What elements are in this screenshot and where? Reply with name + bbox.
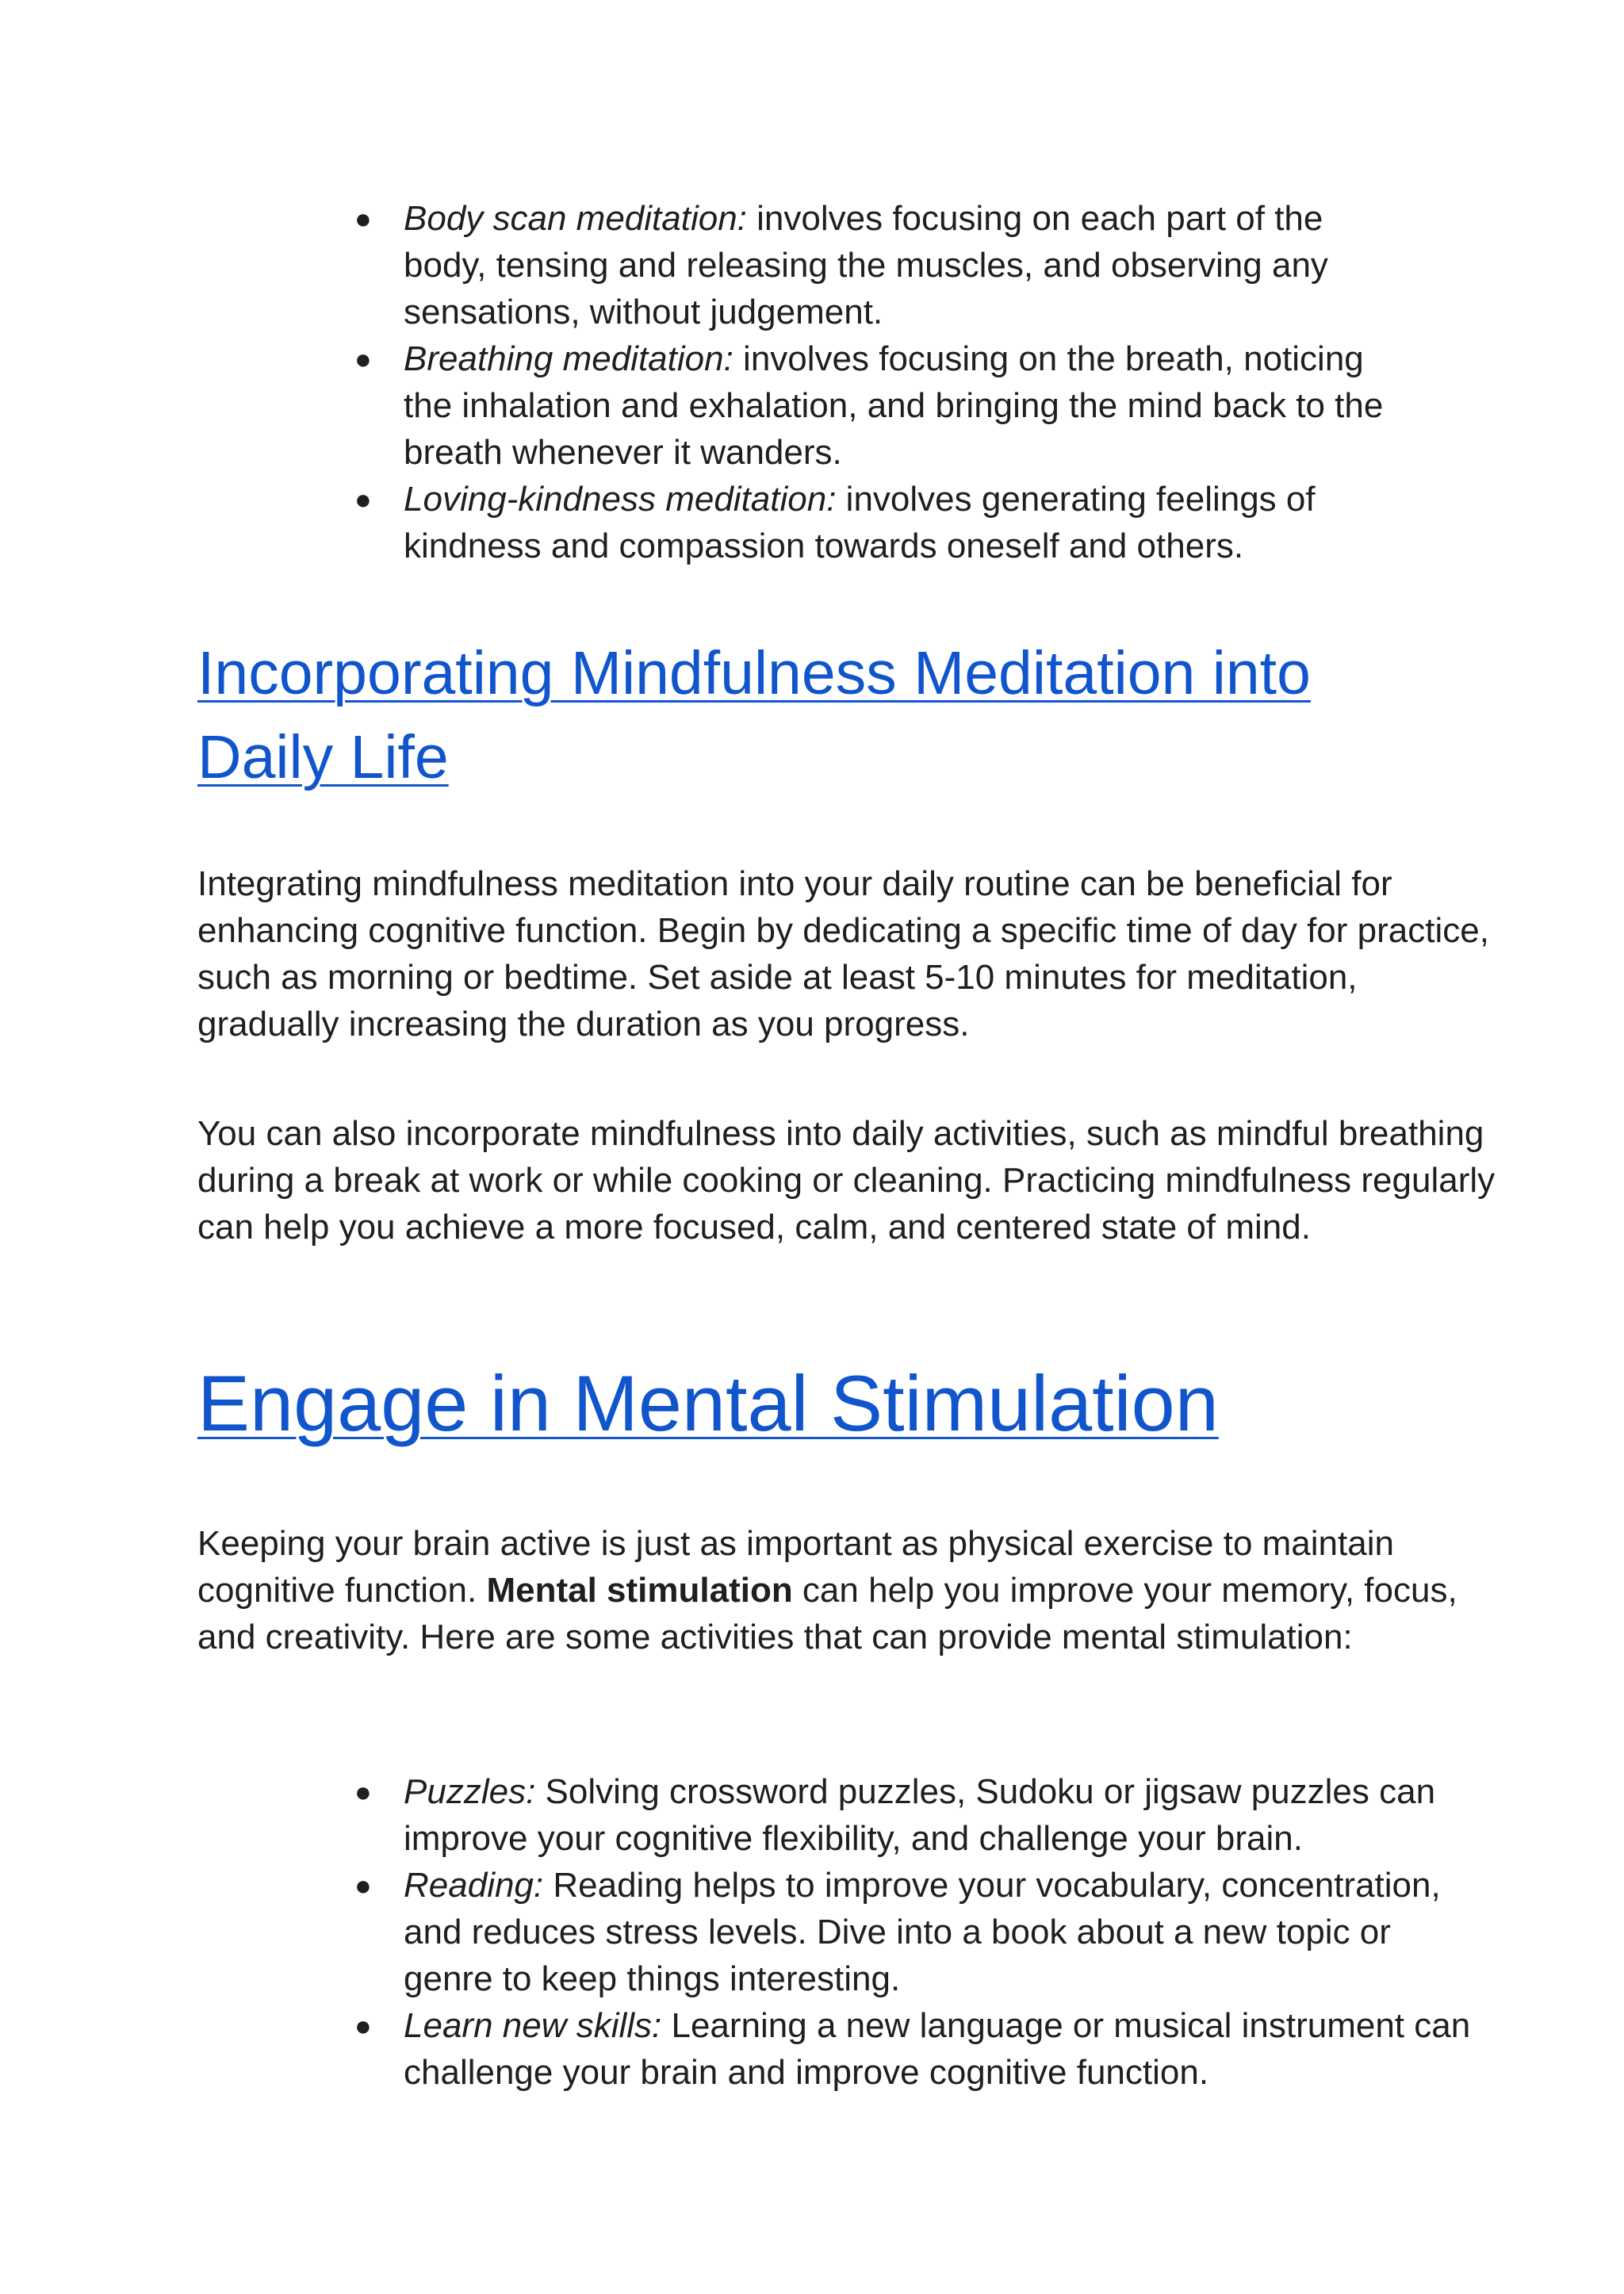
list-item-term: Breathing meditation: (404, 339, 733, 378)
list-item (354, 335, 1401, 476)
bullet-icon: ● (354, 1775, 372, 1808)
section-heading-mindfulness[interactable]: Incorporating Mindfulness Meditation into Daily Life (197, 639, 1311, 791)
list-item (354, 2002, 1480, 2096)
paragraph: You can also incorporate mindfulness into daily activities, such as mindful breathing during a break at work or while cooking or cleaning. Practicing mindfulness regularly can help you achieve a more focused, calm, and centered state of mind. (197, 1114, 1496, 1247)
bullet-icon: ● (354, 2009, 372, 2042)
list-item (354, 1768, 1480, 1862)
bullet-icon: ● (354, 1869, 372, 1901)
meditation-types-list (354, 195, 1401, 569)
list-item (354, 195, 1401, 335)
list-item-term: Body scan meditation: (404, 199, 747, 238)
list-item-term: Reading: (404, 1866, 544, 1905)
list-item-term: Puzzles: (404, 1772, 536, 1811)
intro-text: Keeping your brain active is just as important as physical exercise to maintain cognitive function. (197, 1524, 1394, 1610)
list-item-text: involves generating feelings of kindness and compassion towards oneself and others. (404, 480, 1316, 565)
intro-bold-text: Mental stimulation (486, 1571, 793, 1610)
list-item-text: involves focusing on each part of the body, tensing and releasing the muscles, and observing any sensations, without judgement. (404, 199, 1328, 331)
bullet-icon: ● (354, 343, 372, 375)
intro-text-continued: can help you improve your memory, focus, and creativity. Here are some activities that can provide mental stimulation: (197, 1571, 1457, 1656)
list-item-text: Reading helps to improve your vocabulary, concentration, and reduces stress levels. Dive into a book about a new topic or genre to keep things interesting. (404, 1866, 1441, 1998)
list-item-text: Solving crossword puzzles, Sudoku or jigsaw puzzles can improve your cognitive flexibility, and challenge your brain. (404, 1772, 1436, 1858)
list-item-text: involves focusing on the breath, noticing the inhalation and exhalation, and bringing the mind back to the breath whenever it wanders. (404, 339, 1384, 472)
mental-stimulation-list (354, 1768, 1480, 2096)
paragraph (197, 1520, 1498, 1660)
section-heading-mental-stimulation[interactable]: Engage in Mental Stimulation (197, 1359, 1219, 1447)
list-item-term: Loving-kindness meditation: (404, 480, 837, 519)
list-item (354, 476, 1401, 569)
list-item-text: Learning a new language or musical instrument can challenge your brain and improve cognitive function. (404, 2006, 1471, 2092)
bullet-icon: ● (354, 202, 372, 235)
bullet-icon: ● (354, 483, 372, 515)
list-item-term: Learn new skills: (404, 2006, 662, 2045)
list-item (354, 1862, 1480, 2002)
paragraph: Integrating mindfulness meditation into your daily routine can be beneficial for enhancing cognitive function. Begin by dedicating a specific time of day for practice, such as morning or bedtime. Set aside at least 5-10 minutes for meditation, gradually increasing the duration as you progress. (197, 864, 1489, 1044)
